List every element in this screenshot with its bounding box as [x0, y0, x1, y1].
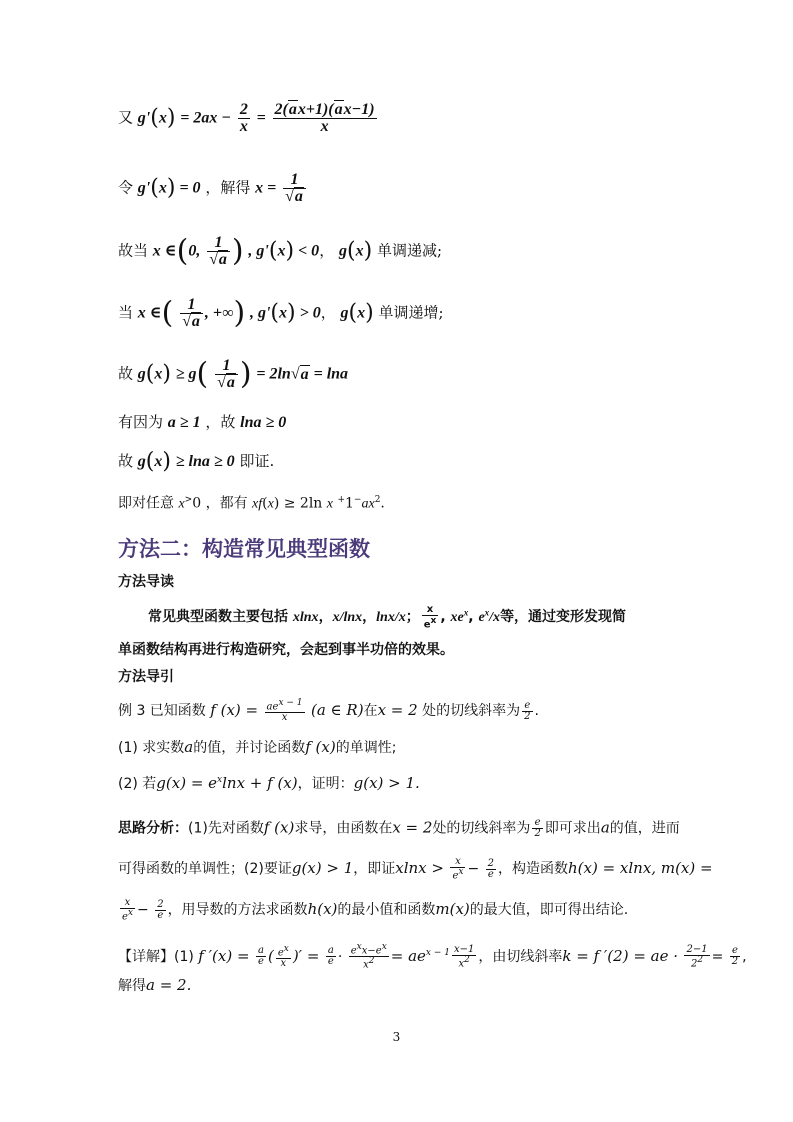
- text: 故: [118, 364, 134, 383]
- text: 故当: [118, 241, 149, 260]
- example-statement: 例 3 已知函数 f (x) = $\frac{ae^{x - 1}}{x}$ (a ∈ R)在x = 2 处的切线斜率为 $\frac{e}{2}$ .: [118, 698, 539, 724]
- text: 的最小值和函数: [337, 902, 436, 919]
- text: 即证.: [239, 452, 275, 470]
- text: ，故: [205, 413, 236, 431]
- conclusion-line: 故 g(x) ≥ lna ≥ 0 即证.: [118, 449, 275, 474]
- text: 又: [118, 108, 134, 127]
- derivative-line: 又 g'(x) = 2ax − $\frac{2}{x}$ = $\frac{2(ax+1)(ax-1)}{x}$: [118, 101, 375, 135]
- text: 处的切线斜率为: [422, 703, 521, 720]
- text: ，构造函数: [498, 861, 568, 878]
- text: 的单调性;: [335, 740, 397, 756]
- text: 的值，并讨论函数: [193, 740, 306, 756]
- section-heading: 方法二：构造常见典型函数: [118, 537, 370, 561]
- text: 在: [363, 703, 378, 720]
- text: ，都有: [205, 495, 248, 512]
- text: 令: [118, 178, 134, 197]
- text: 有因为: [118, 413, 164, 431]
- text: ，由切线斜率: [478, 948, 563, 965]
- analysis-line-1: 思路分析：(1)先对函数f (x)求导，由函数在x = 2处的切线斜率为 $\frac{e}{2}$ 即可求出a的值，进而: [118, 817, 680, 839]
- analysis-line-2: 可得函数的单调性；(2)要证g(x) > 1，即证xlnx > $\frac{x}{e^x}$ − $\frac{2}{e}$ ，构造函数h(x) = xlnx, m(x) =: [118, 856, 713, 882]
- solve-line: 令 g'(x) = 0 ，解得 x = $\frac{1}{√a}$: [118, 172, 308, 205]
- guide-read-heading: 方法导读: [118, 574, 174, 590]
- text: 即可求出: [544, 820, 601, 837]
- solve-result: 解得a = 2.: [118, 976, 192, 994]
- text: 的值，进而: [609, 820, 680, 837]
- condition-line: 有因为 a ≥ 1 ，故 lna ≥ 0: [118, 413, 287, 431]
- guide-paragraph-cont: 单函数结构再进行构造研究，会起到事半功倍的效果。: [118, 642, 454, 658]
- text: 的最大值，即可得出结论.: [469, 902, 629, 919]
- text: ，证明：: [297, 776, 354, 792]
- question-2: (2) 若$g(x) = e^x\ln x + f$ (x)，证明：g(x) > 1.: [118, 774, 420, 792]
- text: 求导，由函数在: [294, 820, 393, 837]
- text: 例 3 已知函数: [118, 703, 206, 720]
- text: 处的切线斜率为: [432, 820, 531, 837]
- text: 思路分析：: [118, 820, 188, 837]
- text: (1)先对函数: [188, 820, 264, 837]
- text: ，用导数的方法求函数: [167, 902, 308, 919]
- text: 故: [118, 452, 134, 470]
- analysis-line-3: $\frac{x}{e^x}$ − $\frac{2}{e}$ ，用导数的方法求函数h(x)的最小值和函数m(x)的最大值，即可得出结论.: [122, 897, 629, 923]
- guide-intro-heading: 方法导引: [118, 669, 174, 685]
- text: ，解得: [205, 178, 251, 197]
- text: 【详解】(1): [118, 948, 194, 965]
- detail-line: 【详解】(1) f ′(x) = $\frac{a}{e}$ ( $\frac{e^x}{x}$ )′ = $\frac{a}{e}$ · $\frac{e^xx-e^x}{x^2}$ = $ae^{x - 1}$ $\frac{x-1}{x^2}$ ，由切线斜率k = f ′(2) = ae · $\frac{2-1}{2^2}$ = $\frac{e}{2}$ ,: [118, 942, 747, 971]
- text: (1) 求实数: [118, 740, 185, 756]
- text: 可得函数的单调性；(2)要证: [118, 861, 292, 878]
- text: 单调递减;: [376, 241, 442, 260]
- text: 单调递增;: [378, 303, 444, 322]
- final-statement: 即对任意 x>0 ，都有 xf(x) ≥ 2ln x $^+1^-ax^2$.: [118, 495, 385, 512]
- text: 即对任意: [118, 495, 174, 512]
- increase-line: 当 x ∈( $\frac{1}{√a}$ , +∞) , g'(x) > 0， g(x) 单调递增;: [118, 295, 444, 331]
- text: 解得: [118, 978, 146, 994]
- text: 当: [118, 303, 134, 322]
- page-number: 3: [392, 1030, 401, 1044]
- text: 等，通过变形发现简: [500, 609, 627, 626]
- decrease-line: 故当 x ∈(0, $\frac{1}{√a}$ ) , g'(x) < 0， g(x) 单调递减;: [118, 233, 442, 269]
- text: 常见典型函数主要包括: [148, 609, 288, 626]
- text: (2) 若: [118, 776, 157, 792]
- guide-paragraph: 常见典型函数主要包括 xlnx，x/lnx，lnx/x； $\frac{x}{e^x}$ , $xe^x$, $e^x/x$等，通过变形发现简: [148, 604, 627, 631]
- min-value-line: 故 g(x) ≥ g( $\frac{1}{√a}$ ) = 2ln√a = lna: [118, 356, 349, 392]
- text: ，即证: [353, 861, 396, 878]
- question-1: (1) 求实数a的值，并讨论函数f (x)的单调性;: [118, 738, 397, 756]
